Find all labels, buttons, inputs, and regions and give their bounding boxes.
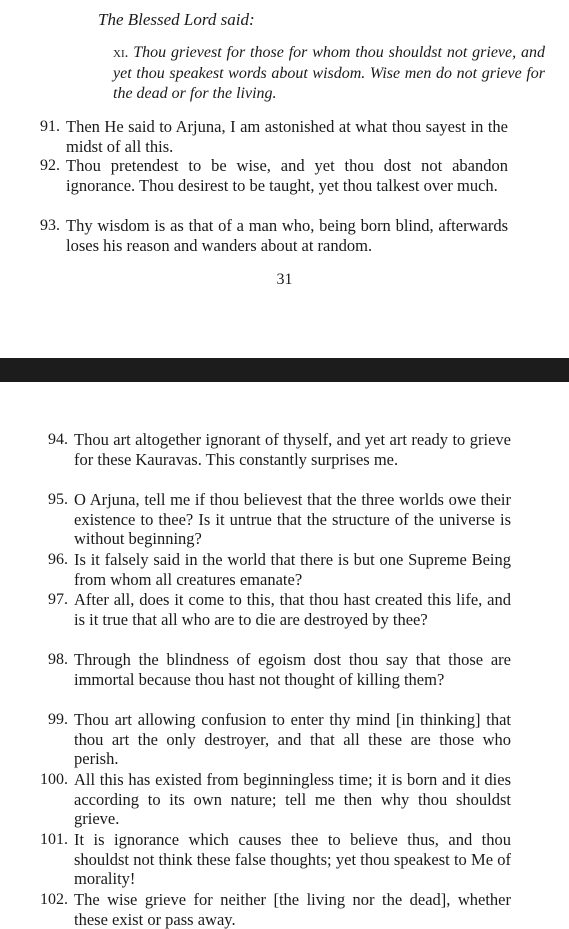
speaker-heading: The Blessed Lord said:	[98, 10, 255, 29]
verse-number: 102.	[40, 891, 68, 908]
verse-number: 94.	[48, 431, 68, 448]
verse-text: All this has existed from beginningless time; it is born and it dies according to its own nature; tell me then why thou shouldst grieve.	[74, 770, 511, 828]
bottom-page	[0, 382, 569, 929]
verse-text: Thy wisdom is as that of a man who, being born blind, afterwards loses his reason and wanders about at random.	[66, 216, 508, 255]
verse-number: 101.	[40, 831, 68, 848]
verse-text: After all, does it come to this, that thou hast created this life, and is it true that all who are to die are destroyed by thee?	[74, 590, 511, 629]
verse-text: It is ignorance which causes thee to believe thus, and thou shouldst not think these false thoughts; yet thou speakest to Me of morality!	[74, 830, 511, 888]
verse-number: 91.	[40, 118, 60, 135]
verse-number: 100.	[40, 771, 68, 788]
verse-number: 95.	[48, 491, 68, 508]
verse-number: 99.	[48, 711, 68, 728]
verse-number: 92.	[40, 157, 60, 174]
page-number: 31	[276, 271, 293, 288]
verse-number: 93.	[40, 217, 60, 234]
verse-number: 96.	[48, 551, 68, 568]
top-page	[0, 0, 569, 358]
page-divider	[0, 358, 569, 382]
verse-text: Thou pretendest to be wise, and yet thou dost not abandon ignorance. Thou desirest to be taught, yet thou talkest over much.	[66, 156, 508, 195]
verse-text: Thou art allowing confusion to enter thy mind [in thinking] that thou art the only destroyer, and that all these are those who perish.	[74, 710, 511, 768]
verse-text: Through the blindness of egoism dost thou say that those are immortal because thou hast not thought of killing them?	[74, 650, 511, 689]
verse-text: Thou art altogether ignorant of thyself, and yet art ready to grieve for these Kauravas. This constantly surprises me.	[74, 430, 511, 469]
verse-text: Then He said to Arjuna, I am astonished at what thou sayest in the midst of all this.	[66, 117, 508, 156]
verse-text: The wise grieve for neither [the living nor the dead], whether these exist or pass away.	[74, 890, 511, 929]
shloka-text: Thou grievest for those for whom thou shouldst not grieve, and yet thou speakest words about wisdom. Wise men do not grieve for the dead or for the living.	[113, 44, 546, 102]
verse-number: 98.	[48, 651, 68, 668]
shloka-number: xi.	[113, 45, 129, 61]
verse-number: 97.	[48, 591, 68, 608]
verse-text: Is it falsely said in the world that there is but one Supreme Being from whom all creatures emanate?	[74, 550, 511, 589]
shloka-block	[113, 43, 545, 105]
verse-text: O Arjuna, tell me if thou believest that the three worlds owe their existence to thee? Is it untrue that the structure of the universe is without beginning?	[74, 490, 511, 548]
